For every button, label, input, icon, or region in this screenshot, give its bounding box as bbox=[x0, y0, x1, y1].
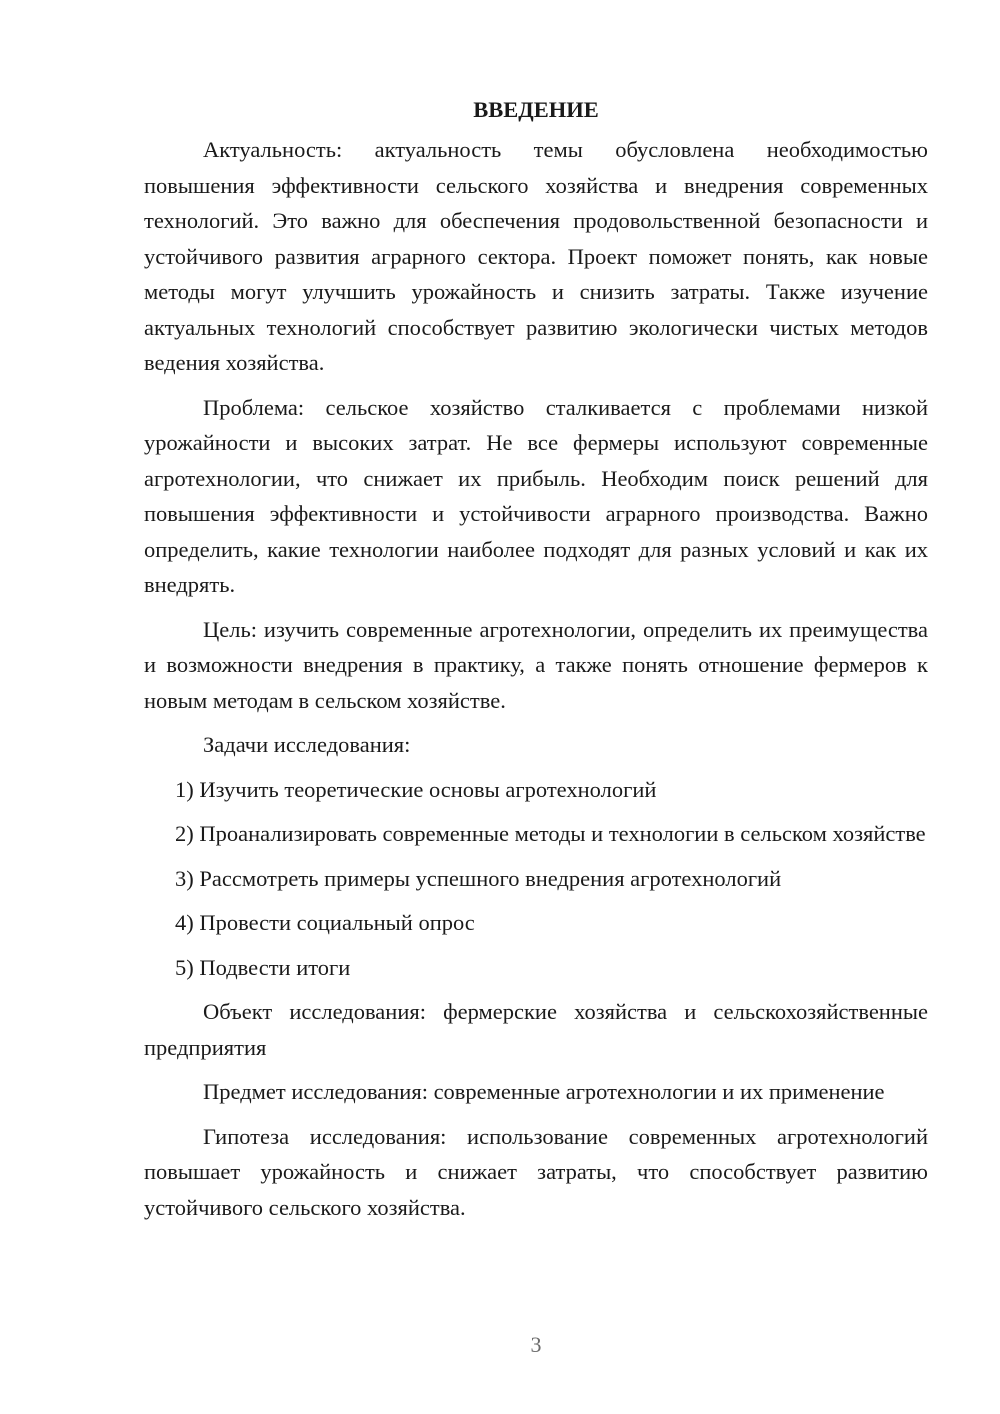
paragraph-problem: Проблема: сельское хозяйство сталкивается с проблемами низкой урожайности и высоких затрат. Не все фермеры используют современные агротехнологии, что снижает их прибыль. Необходим поиск решений для повышения эффективности и устойчивости аграрного производства. Важно определить, какие технологии наиболее подходят для разных условий и как их внедрять. bbox=[144, 394, 928, 597]
task-item-1: 1) Изучить теоретические основы агротехнологий bbox=[175, 776, 657, 802]
paragraph-hypothesis: Гипотеза исследования: использование современных агротехнологий повышает урожайность и снижает затраты, что способствует развитию устойчивого сельского хозяйства. bbox=[144, 1123, 928, 1220]
page-number: 3 bbox=[530, 1332, 542, 1357]
paragraph-object: Объект исследования: фермерские хозяйства и сельскохозяйственные предприятия bbox=[144, 999, 928, 1060]
paragraph-relevance: Актуальность: актуальность темы обусловлена необходимостью повышения эффективности сельского хозяйства и внедрения современных технологий. Это важно для обеспечения продовольственной безопасности и устойчивого развития аграрного сектора. Проект поможет понять, как новые методы могут улучшить урожайность и снизить затраты. Также изучение актуальных технологий способствует развитию экологически чистых методов ведения хозяйства. bbox=[144, 137, 928, 375]
task-item-4: 4) Провести социальный опрос bbox=[175, 910, 475, 935]
task-item-2: 2) Проанализировать современные методы и технологии в сельском хозяйстве bbox=[175, 821, 926, 846]
paragraph-goal: Цель: изучить современные агротехнологии, определить их преимущества и возможности внедрения в практику, а также понять отношение фермеров к новым методам в сельском хозяйстве. bbox=[144, 616, 928, 713]
task-item-5: 5) Подвести итоги bbox=[175, 954, 351, 980]
document-body bbox=[144, 92, 928, 1234]
task-item-3: 3) Рассмотреть примеры успешного внедрения агротехнологий bbox=[175, 865, 782, 891]
section-title: ВВЕДЕНИЕ bbox=[473, 97, 599, 122]
tasks-heading: Задачи исследования: bbox=[203, 732, 411, 757]
paragraph-subject: Предмет исследования: современные агротехнологии и их применение bbox=[203, 1079, 885, 1104]
